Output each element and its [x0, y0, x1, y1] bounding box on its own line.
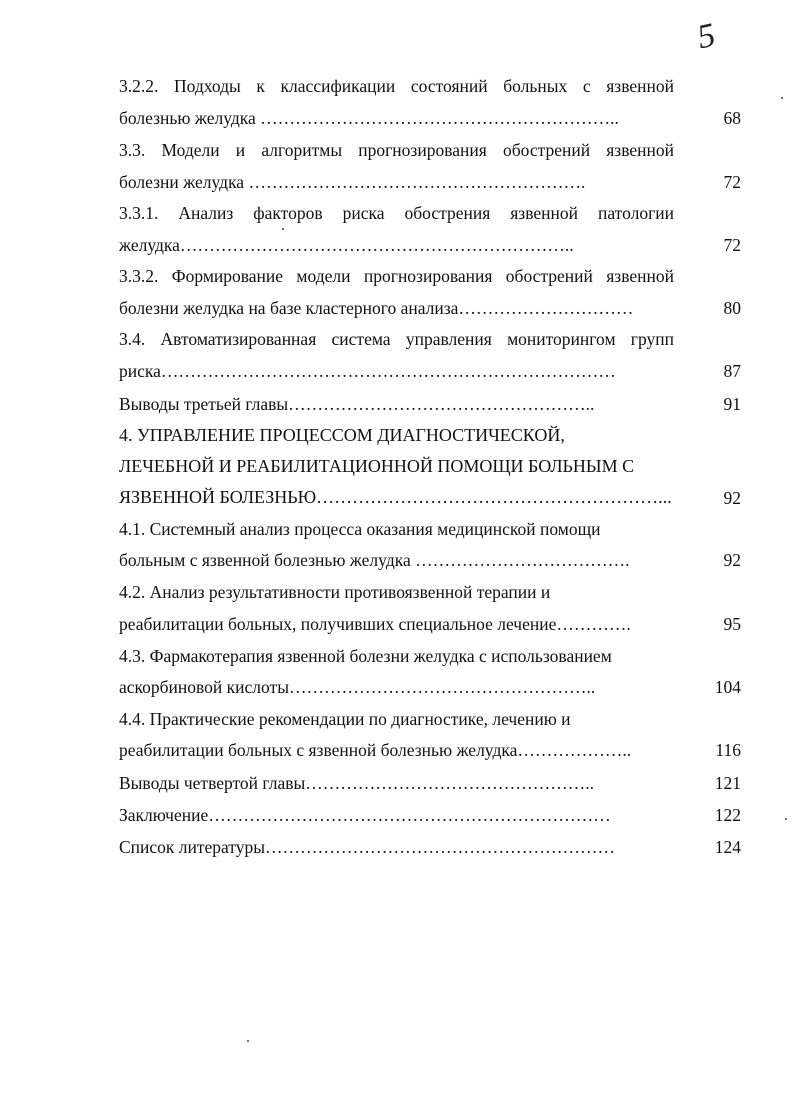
toc-entry-page: 87	[723, 361, 741, 381]
toc-entry-page: 116	[715, 740, 741, 760]
toc-entry-title: 4.2. Анализ результативности противоязвенной терапии и	[119, 582, 551, 602]
toc-entry-page: 122	[714, 805, 741, 825]
toc-entry-page: 104	[714, 677, 741, 697]
toc-entry-leader: Заключение……………………………………………………………	[119, 805, 611, 825]
toc-entry-title: 4.1. Системный анализ процесса оказания медицинской помощи	[119, 519, 601, 539]
toc-entry-leader: болезнью желудка ……………………………………………………..	[119, 108, 619, 128]
toc-entry-leader: больным с язвенной болезнью желудка ……………………………….	[119, 550, 630, 570]
toc-entry-leader: Список литературы……………………………………………………	[119, 837, 616, 857]
toc-entry-page: 80	[723, 298, 741, 318]
toc-entry-leader: риска……………………………………………………………………	[119, 361, 616, 381]
toc-entry-leader: аскорбиновой кислоты……………………………………………..	[119, 677, 596, 697]
scan-speck	[282, 228, 284, 230]
toc-entry-leader: болезни желудка на базе кластерного анализа…………………………	[119, 298, 634, 318]
toc-entry-page: 72	[723, 172, 741, 192]
toc-entry-page: 68	[723, 108, 741, 128]
toc-entry-leader: болезни желудка ………………………………………………….	[119, 172, 586, 192]
toc-entry-page: 72	[723, 235, 741, 255]
toc-entry-leader: реабилитации больных, получивших специальное лечение………….	[119, 614, 631, 634]
toc-entry-title: 3.3. Модели и алгоритмы прогнозирования обострений язвенной	[119, 140, 674, 160]
toc-entry-page: 92	[723, 550, 741, 570]
toc-entry-page: 92	[723, 488, 741, 508]
toc-entry-leader: ЯЗВЕННОЙ БОЛЕЗНЬЮ…………………………………………………...	[119, 487, 672, 507]
scan-speck	[785, 818, 787, 820]
toc-entry-title: 3.3.2. Формирование модели прогнозирования обострений язвенной	[119, 266, 674, 286]
toc-entry-leader: Выводы четвертой главы…………………………………………..	[119, 773, 594, 793]
toc-entry-page: 121	[714, 773, 741, 793]
scan-speck	[781, 97, 783, 99]
toc-entry-title: 3.3.1. Анализ факторов риска обострения язвенной патологии	[119, 203, 674, 223]
toc-entry-title: 4.3. Фармакотерапия язвенной болезни желудка с использованием	[119, 646, 612, 666]
page-number-mark: 5	[694, 16, 719, 57]
toc-chapter-title-cont: ЛЕЧЕБНОЙ И РЕАБИЛИТАЦИОННОЙ ПОМОЩИ БОЛЬНЫМ С	[119, 456, 635, 476]
toc-entry-leader: желудка…………………………………………………………..	[119, 235, 574, 255]
toc-entry-page: 91	[723, 394, 741, 414]
toc-chapter-title: 4. УПРАВЛЕНИЕ ПРОЦЕССОМ ДИАГНОСТИЧЕСКОЙ,	[119, 425, 565, 445]
toc-entry-leader: реабилитации больных с язвенной болезнью желудка………………..	[119, 740, 632, 760]
scan-speck	[247, 1040, 249, 1042]
toc-entry-page: 124	[714, 837, 741, 857]
toc-entry-page: 95	[723, 614, 741, 634]
toc-entry-title: 3.2.2. Подходы к классификации состояний больных с язвенной	[119, 76, 674, 96]
toc-entry-leader: Выводы третьей главы……………………………………………..	[119, 394, 595, 414]
toc-entry-title: 3.4. Автоматизированная система управления мониторингом групп	[119, 329, 674, 349]
toc-entry-title: 4.4. Практические рекомендации по диагностике, лечению и	[119, 709, 571, 729]
